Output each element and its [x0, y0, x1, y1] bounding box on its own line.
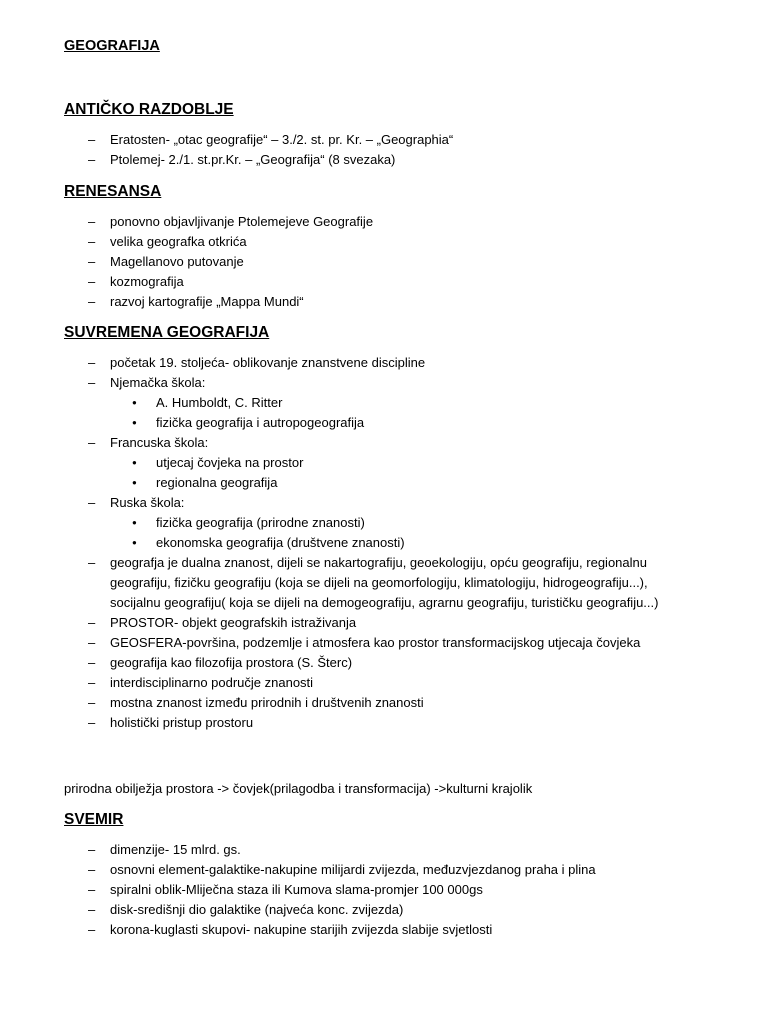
list-item: – geografija kao filozofija prostora (S. Šterc): [0, 653, 768, 673]
list-item: – dimenzije- 15 mlrd. gs.: [0, 840, 768, 860]
list-item: – spiralni oblik-Mliječna staza ili Kumova slama-promjer 100 000gs: [0, 880, 768, 900]
list-item: – početak 19. stoljeća- oblikovanje znanstvene discipline: [0, 353, 768, 373]
list-item-label: Ruska škola:: [110, 495, 185, 510]
francuska-sublist: [110, 453, 768, 493]
section-heading-anticko: ANTIČKO RAZDOBLJE: [64, 101, 234, 118]
section-heading-svemir: SVEMIR: [64, 811, 124, 828]
section-heading-suvremena: SUVREMENA GEOGRAFIJA: [64, 324, 270, 341]
section-heading-renesansa: RENESANSA: [64, 183, 162, 200]
list-item: – geografja je dualna znanost, dijeli se nakartografiju, geoekologiju, opću geografiju, regionalnu geografiju, fizičku geografiju (koja se dijeli na geomorfologiju, klimatologiju, hidrogeografiju...), socijalnu geografiju( koja se dijeli na demogeografiju, agrarnu geografiju, turističku geografiju...): [0, 553, 768, 613]
list-item: – razvoj kartografije „Mappa Mundi“: [0, 292, 768, 312]
list-item: – osnovni element-galaktike-nakupine milijardi zvijezda, međuzvjezdanog praha i plina: [0, 860, 768, 880]
list-item: [0, 373, 768, 433]
sub-list-item: ● fizička geografija (prirodne znanosti): [110, 513, 768, 533]
sub-list-item: ● fizička geografija i autropogeografija: [110, 413, 768, 433]
list-item: – ponovno objavljivanje Ptolemejeve Geografije: [0, 212, 768, 232]
list-item: – interdisciplinarno područje znanosti: [0, 673, 768, 693]
list-item: – PROSTOR- objekt geografskih istraživanja: [0, 613, 768, 633]
list-item: – kozmografija: [0, 272, 768, 292]
document-title: GEOGRAFIJA: [64, 38, 160, 54]
njemacka-sublist: [110, 393, 768, 433]
list-item: – GEOSFERA-površina, podzemlje i atmosfera kao prostor transformacijskog utjecaja čovjeka: [0, 633, 768, 653]
suvremena-list: [0, 353, 768, 733]
list-item: [0, 433, 768, 493]
sub-list-item: ● ekonomska geografija (društvene znanosti): [110, 533, 768, 553]
svemir-list: [0, 840, 768, 940]
list-item: – Eratosten- „otac geografije“ – 3./2. st. pr. Kr. – „Geographia“: [0, 130, 768, 150]
sub-list-item: ● A. Humboldt, C. Ritter: [110, 393, 768, 413]
list-item: – Ptolemej- 2./1. st.pr.Kr. – „Geografija“ (8 svezaka): [0, 150, 768, 170]
list-item-label: Francuska škola:: [110, 435, 209, 450]
anticko-list: [0, 130, 768, 170]
list-item-label: Njemačka škola:: [110, 375, 206, 390]
list-item: – holistički pristup prostoru: [0, 713, 768, 733]
sub-list-item: ● utjecaj čovjeka na prostor: [110, 453, 768, 473]
list-item: – disk-središnji dio galaktike (najveća konc. zvijezda): [0, 900, 768, 920]
renesansa-list: [0, 212, 768, 312]
paragraph: prirodna obilježja prostora -> čovjek(prilagodba i transformacija) ->kulturni krajolik: [64, 781, 533, 796]
list-item: – velika geografka otkrića: [0, 232, 768, 252]
list-item: – korona-kuglasti skupovi- nakupine starijih zvijezda slabije svjetlosti: [0, 920, 768, 940]
ruska-sublist: [110, 513, 768, 553]
list-item: – Magellanovo putovanje: [0, 252, 768, 272]
list-item: – mostna znanost između prirodnih i društvenih znanosti: [0, 693, 768, 713]
list-item: [0, 493, 768, 553]
sub-list-item: ● regionalna geografija: [110, 473, 768, 493]
